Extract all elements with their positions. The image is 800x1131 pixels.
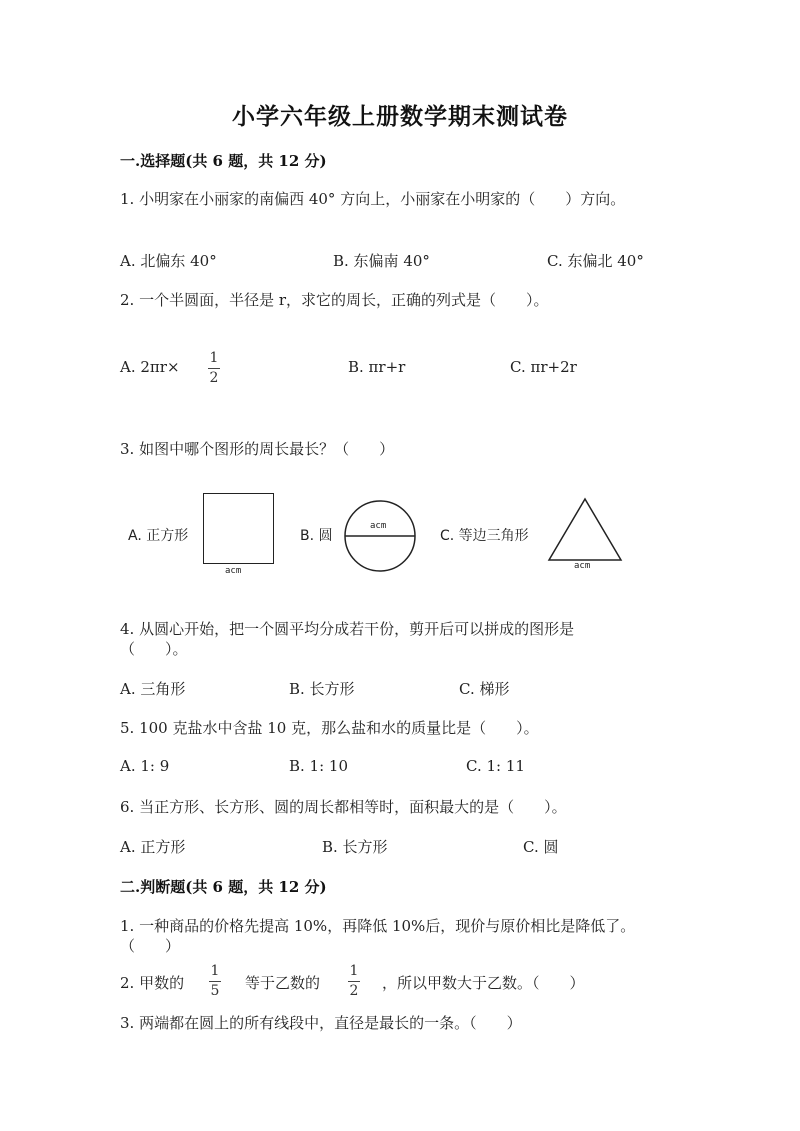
option-5b: B. 1: 10 — [289, 757, 349, 775]
judgement-2-prefix: 2. 甲数的 — [120, 974, 185, 992]
fraction-numerator: 1 — [349, 963, 359, 979]
question-1: 1. 小明家在小丽家的南偏西 40° 方向上，小丽家在小明家的（ ）方向。 — [120, 190, 626, 208]
fraction-denominator: 5 — [210, 983, 220, 999]
question-3: 3. 如图中哪个图形的周长最长？（ ） — [120, 440, 395, 458]
triangle-outline — [549, 499, 621, 560]
option-2a: A. 2πr× — [120, 358, 180, 376]
fraction-bar — [348, 981, 360, 982]
option-1c: C. 东偏北 40° — [547, 252, 644, 270]
option-2b: B. πr+r — [348, 358, 406, 376]
question-6: 6. 当正方形、长方形、圆的周长都相等时，面积最大的是（ ）。 — [120, 798, 567, 816]
circle-diameter-label: acm — [370, 521, 387, 531]
circle-figure — [343, 499, 417, 573]
option-6a: A. 正方形 — [120, 838, 186, 856]
page-title: 小学六年级上册数学期末测试卷 — [232, 103, 568, 130]
section-heading-choice: 一.选择题(共 6 题，共 12 分) — [120, 152, 327, 170]
judgement-2-suffix: ，所以甲数大于乙数。（ ） — [382, 974, 585, 992]
fraction-bar — [208, 368, 220, 369]
triangle-figure — [547, 497, 623, 563]
question-4-blank: （ ）。 — [120, 640, 188, 658]
fraction-numerator: 1 — [210, 963, 220, 979]
figure-label-triangle: C. 等边三角形 — [440, 528, 529, 544]
fraction-denominator: 2 — [349, 983, 359, 999]
fraction-numerator: 1 — [209, 350, 219, 366]
option-5a: A. 1: 9 — [120, 757, 170, 775]
option-2c: C. πr+2r — [510, 358, 577, 376]
fraction-one-half-2 — [348, 963, 360, 1000]
fraction-one-fifth — [209, 963, 221, 1000]
question-2: 2. 一个半圆面，半径是 r，求它的周长，正确的列式是（ ）。 — [120, 291, 549, 309]
option-6c: C. 圆 — [523, 838, 559, 856]
option-6b: B. 长方形 — [322, 838, 388, 856]
option-1b: B. 东偏南 40° — [333, 252, 430, 270]
triangle-side-label: acm — [574, 561, 591, 571]
judgement-1: 1. 一种商品的价格先提高 10%，再降低 10%后，现价与原价相比是降低了。 — [120, 917, 636, 935]
section-heading-judgement: 二.判断题(共 6 题，共 12 分) — [120, 878, 327, 896]
judgement-2-middle: 等于乙数的 — [245, 974, 321, 992]
option-4c: C. 梯形 — [459, 680, 510, 698]
square-figure — [203, 493, 274, 564]
option-4a: A. 三角形 — [120, 680, 186, 698]
fraction-denominator: 2 — [209, 370, 219, 386]
option-5c: C. 1: 11 — [466, 757, 525, 775]
question-5: 5. 100 克盐水中含盐 10 克，那么盐和水的质量比是（ ）。 — [120, 719, 539, 737]
fraction-one-half — [208, 350, 220, 387]
question-4: 4. 从圆心开始，把一个圆平均分成若干份，剪开后可以拼成的图形是 — [120, 620, 575, 638]
judgement-3: 3. 两端都在圆上的所有线段中，直径是最长的一条。（ ） — [120, 1014, 522, 1032]
figure-label-circle: B. 圆 — [300, 528, 333, 544]
option-1a: A. 北偏东 40° — [120, 252, 217, 270]
figure-label-square: A. 正方形 — [128, 528, 189, 544]
square-side-label: acm — [225, 566, 242, 576]
judgement-1-blank: （ ） — [120, 937, 181, 955]
fraction-bar — [209, 981, 221, 982]
option-4b: B. 长方形 — [289, 680, 355, 698]
